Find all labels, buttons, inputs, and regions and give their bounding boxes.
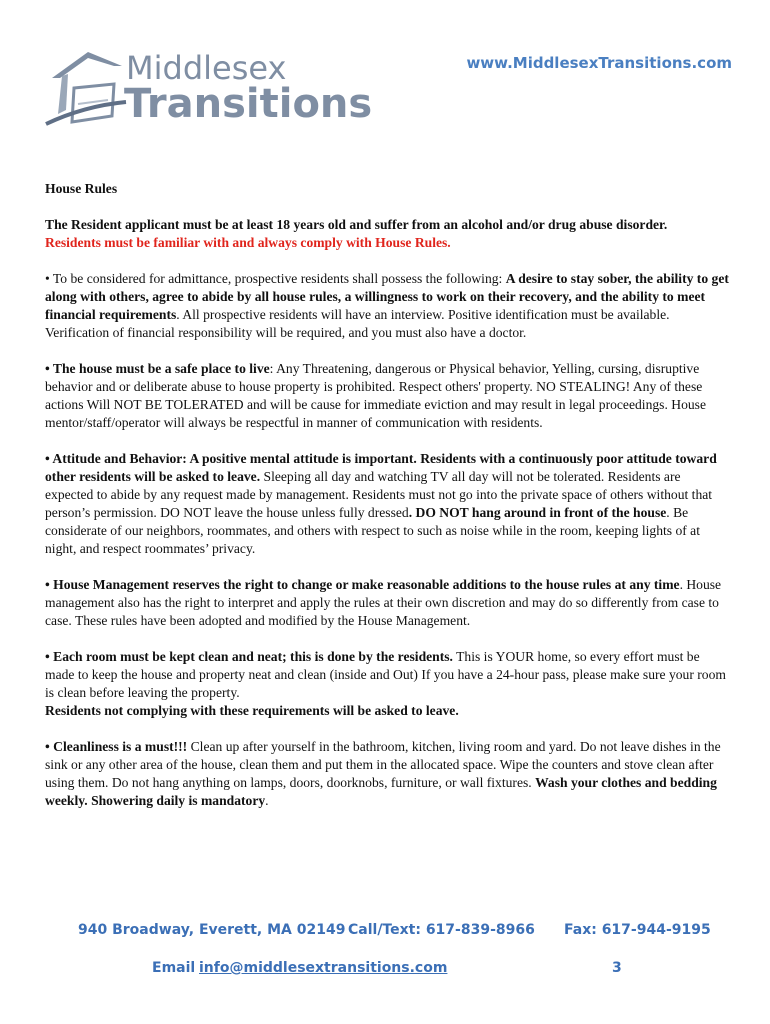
intro-paragraph [45, 216, 730, 252]
rule-attitude [45, 450, 730, 558]
rule-text: Clean up after yourself in the bathroom, kitchen, living room and yard. Do not leave dishes in the sink or any other area of the house, clean them and put them in the allocated space. Wipe the counters and stove clean after using them. Do not hang anything on lamps, doors, doorknobs, furniture, or wall fixtures. [45, 739, 721, 790]
rule-text: Sleeping all day and watching TV all day will not be tolerated. Residents are expected to abide by any request made by management. Residents must not go into the private space of others without that person’s permission. DO NOT leave the house unless fully dressed [45, 469, 713, 520]
rule-text: . [265, 793, 269, 808]
rule-text: . House management also has the right to interpret and apply the rules at their own discretion and may do so differently from case to case. These rules have been adopted and modified by the House Management. [45, 577, 722, 628]
rule-text: This is YOUR home, so every effort must be made to keep the house and property neat and clean (inside and Out) If you have a 24-hour pass, please make sure your room is clean before leaving the property. [45, 649, 726, 700]
rule-cleanliness [45, 738, 730, 810]
rule-clean-room [45, 648, 730, 720]
rule-emphasis: Wash your clothes and bedding weekly. Showering daily is mandatory [45, 775, 717, 808]
rule-emphasis: . DO NOT hang around in front of the house [408, 505, 667, 520]
footer-address: 940 Broadway, Everett, MA 02149 [78, 922, 346, 938]
rule-text: • To be considered for admittance, prospective residents shall possess the following: [45, 271, 506, 286]
rule-emphasis: A desire to stay sober, the ability to get along with others, agree to abide by all house rules, a willingness to work on their recovery, and the ability to meet financial requirements [45, 271, 729, 322]
rules-body [45, 180, 730, 828]
rule-text: . Be considerate of our neighbors, roommates, and others with respect to such as noise while in the room, keeping lights of at night, and respect roommates’ privacy. [45, 505, 700, 556]
website-link[interactable]: www.MiddlesexTransitions.com [466, 54, 732, 72]
footer-email-link[interactable]: info@middlesextransitions.com [199, 960, 448, 976]
footer-phone: Call/Text: 617-839-8966 [348, 922, 535, 938]
rule-emphasis: • Cleanliness is a must!!! [45, 739, 188, 754]
page-title: House Rules [45, 181, 118, 196]
footer-fax: Fax: 617-944-9195 [564, 922, 711, 938]
rule-text: : Any Threatening, dangerous or Physical behavior, Yelling, cursing, disruptive behavior and or deliberate abuse to house property is prohibited. Respect others' property. NO STEALING! Any of these actions Will NOT BE TOLERATED and will be cause for immediate eviction and may result in legal proceedings. House mentor/staff/operator will always be respectful in manner of communication with residents. [45, 361, 706, 430]
rule-emphasis: • The house must be a safe place to live [45, 361, 270, 376]
logo-line2: Transitions [124, 81, 373, 127]
rule-emphasis: • Attitude and Behavior: A positive mental attitude is important. Residents with a continuously poor attitude toward other residents will be asked to leave. [45, 451, 717, 484]
rule-emphasis: Residents not complying with these requirements will be asked to leave. [45, 703, 459, 718]
rule-admittance [45, 270, 730, 342]
rule-emphasis: • House Management reserves the right to change or make reasonable additions to the house rules at any time [45, 577, 680, 592]
rule-emphasis: • Each room must be kept clean and neat; this is done by the residents. [45, 649, 453, 664]
footer-email-label: Email [152, 960, 196, 976]
intro-requirement: The Resident applicant must be at least 18 years old and suffer from an alcohol and/or drug abuse disorder. [45, 217, 668, 232]
rule-text: . All prospective residents will have an interview. Positive identification must be available. Verification of financial responsibility will be required, and you must also have a doctor. [45, 307, 670, 340]
intro-warning: Residents must be familiar with and always comply with House Rules. [45, 235, 451, 250]
rule-management [45, 576, 730, 630]
rule-safe-place [45, 360, 730, 432]
page-number: 3 [612, 960, 622, 976]
logo-line1: Middlesex [126, 49, 287, 87]
